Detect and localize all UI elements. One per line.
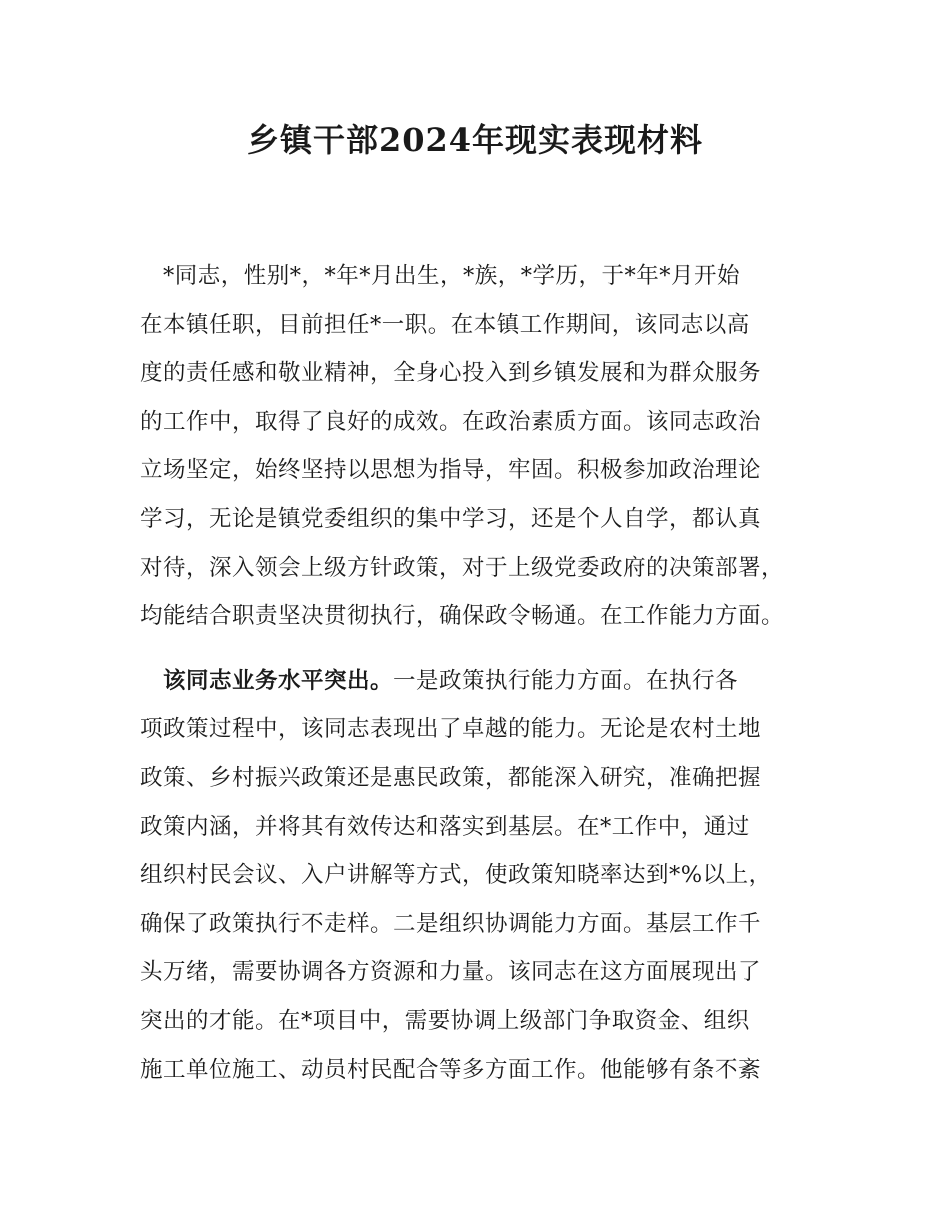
text-line: 的工作中，取得了良好的成效。在政治素质方面。该同志政治 [140,408,762,435]
text-line: 学习，无论是镇党委组织的集中学习，还是个人自学，都认真 [140,505,762,532]
text-line-rest: 一是政策执行能力方面。在执行各 [393,667,739,694]
text-line: 项政策过程中，该同志表现出了卓越的能力。无论是农村土地 [140,716,762,743]
text-line: 政策内涵，并将其有效传达和落实到基层。在*工作中，通过 [140,813,750,840]
text-line: 确保了政策执行不走样。二是组织协调能力方面。基层工作千 [140,910,762,937]
text-line: 在本镇任职，目前担任*一职。在本镇工作期间，该同志以高 [140,311,750,338]
text-line [140,657,820,706]
text-line: 政策、乡村振兴政策还是惠民政策，都能深入研究，准确把握 [140,764,762,791]
document-body [140,252,820,1094]
text-line: 组织村民会议、入户讲解等方式，使政策知晓率达到*%以上， [140,862,772,889]
text-line: 头万绪，需要协调各方资源和力量。该同志在这方面展现出了 [140,959,762,986]
text-line: *同志，性别*，*年*月出生，*族，*学历，于*年*月开始 [140,263,741,289]
text-line: 立场坚定，始终坚持以思想为指导，牢固。积极参加政治理论 [140,457,762,484]
text-line: 施工单位施工、动员村民配合等多方面工作。他能够有条不紊 [140,1056,762,1083]
text-line: 度的责任感和敬业精神，全身心投入到乡镇发展和为群众服务 [140,360,762,387]
text-line: 对待，深入领会上级方针政策，对于上级党委政府的决策部署， [140,554,785,581]
text-line: 突出的才能。在*项目中，需要协调上级部门争取资金、组织 [140,1007,750,1034]
paragraph-lead-sentence: 该同志业务水平突出。 [140,667,394,694]
paragraph-gap [140,641,820,657]
text-line: 均能结合职责坚决贯彻执行，确保政令畅通。在工作能力方面。 [140,603,785,630]
document-title: 乡镇干部2024年现实表现材料 [246,121,704,159]
